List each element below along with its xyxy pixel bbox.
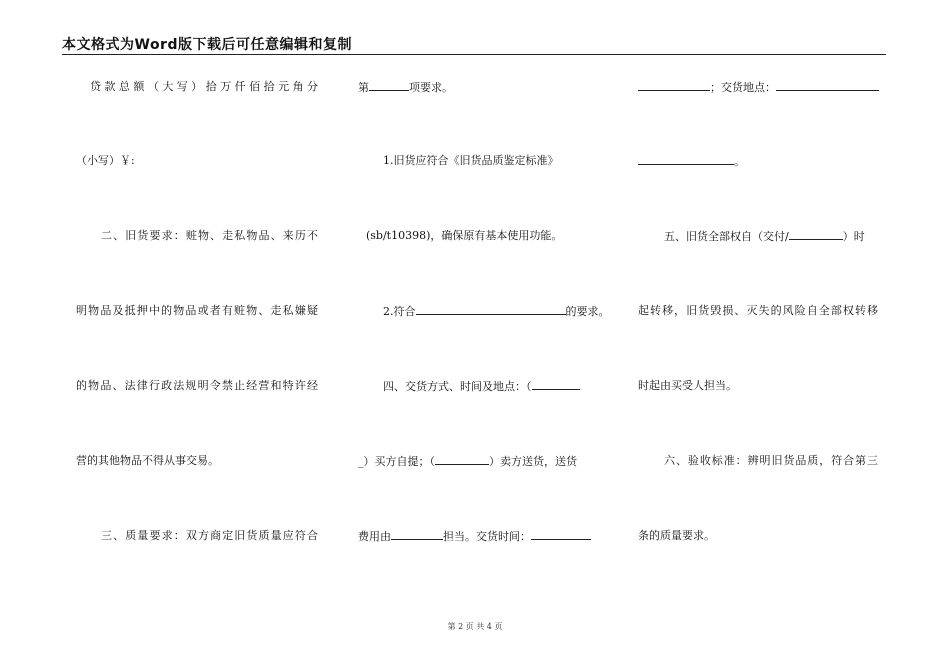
col2-line-5-text-a: 四、交货方式、时间及地点：（: [383, 380, 532, 393]
col2-line-6-text-a: _）买方自提；（: [358, 455, 435, 468]
blank-delivery-time-cont[interactable]: [638, 80, 710, 91]
col3-line-3-text-a: 五、旧货全部权自（交付/: [664, 230, 789, 243]
blank-item-number[interactable]: [369, 80, 409, 91]
header-rule: [62, 54, 886, 55]
col3-line-7: 条的质量要求。: [638, 529, 715, 542]
col2-line-1: [358, 80, 616, 95]
col3-line-3-text-b: ）时: [842, 230, 865, 243]
col2-line-4: [383, 304, 641, 319]
col2-line-7-text-a: 费用由: [358, 530, 391, 543]
blank-ownership-transfer[interactable]: [789, 229, 843, 240]
col3-line-1-text-a: ；交货地点：: [710, 81, 776, 94]
blank-delivery-time[interactable]: [531, 529, 591, 540]
col3-line-4: 起转移，旧货毁损、灭失的风险自全部权转移: [638, 304, 878, 317]
col2-line-1-text-a: 第: [358, 81, 369, 94]
col2-line-6: [358, 454, 616, 469]
col1-line-7: 三、质量要求：双方商定旧货质量应符合: [101, 529, 318, 542]
col1-line-4: 明物品及抵押中的物品或者有赃物、走私嫌疑: [76, 304, 318, 317]
col3-line-1: [638, 80, 886, 95]
col1-line-5: 的物品、法律行政法规明令禁止经营和特许经: [76, 379, 318, 392]
col1-line-6: 营的其他物品不得从事交易。: [76, 454, 219, 467]
col3-line-3: [664, 229, 912, 244]
blank-delivery-method[interactable]: [532, 379, 580, 390]
col2-line-5: [383, 379, 641, 394]
blank-seller-delivery[interactable]: [435, 454, 489, 465]
col2-line-4-text-a: 2.符合: [383, 305, 416, 318]
blank-delivery-place-cont[interactable]: [638, 154, 734, 165]
col3-line-2: [638, 154, 886, 169]
col3-line-6: 六、验收标准：辨明旧货品质，符合第三: [664, 454, 878, 467]
col3-line-2-text-a: 。: [734, 155, 745, 168]
col1-line-3: 二、旧货要求：赃物、走私物品、来历不: [101, 229, 318, 242]
document-header-title: 本文格式为Word版下载后可任意编辑和复制: [62, 37, 352, 53]
col2-line-4-text-b: 的要求。: [565, 305, 610, 318]
col1-line-2: （小写）￥:: [76, 154, 135, 167]
col2-line-6-text-b: ）卖方送货，送货: [489, 455, 577, 468]
blank-delivery-place[interactable]: [776, 80, 879, 91]
blank-requirement[interactable]: [416, 304, 566, 315]
col3-line-5: 时起由买受人担当。: [638, 379, 737, 392]
col2-line-7-text-b: 担当。交货时间：: [443, 530, 531, 543]
col2-line-2: 1.旧货应符合《旧货品质鉴定标准》: [383, 154, 559, 167]
blank-cost-bearer[interactable]: [391, 529, 443, 540]
col2-line-1-text-b: 项要求。: [409, 81, 453, 94]
col2-line-3: (sb/t10398)，确保原有基本使用功能。: [366, 229, 563, 242]
col2-line-7: [358, 529, 616, 544]
col1-line-1: 贷款总额（大写）拾万仟佰拾元角分: [90, 80, 318, 93]
page-footer: 第 2 页 共 4 页: [447, 622, 503, 631]
